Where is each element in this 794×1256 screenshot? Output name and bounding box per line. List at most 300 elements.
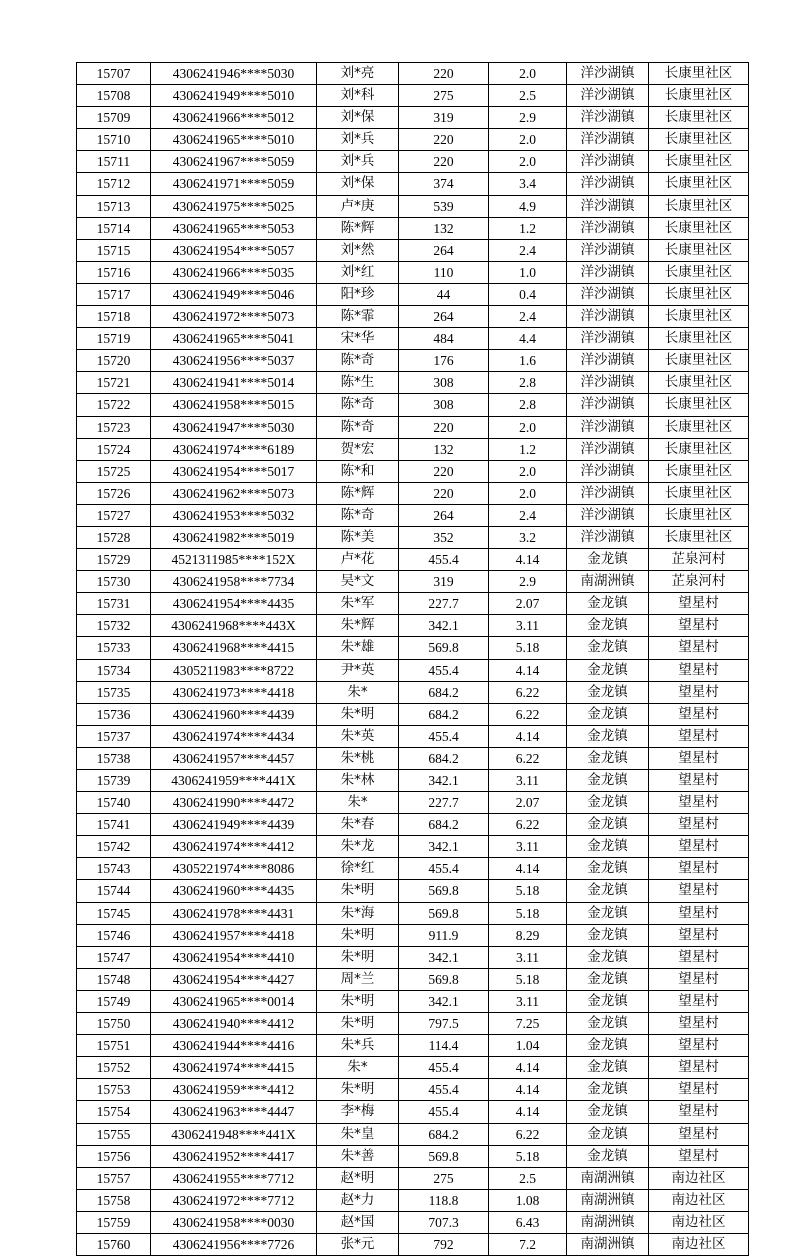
cell-village: 长康里社区 [649,394,749,416]
cell-rate: 7.25 [489,1013,567,1035]
cell-id: 4306241975****5025 [151,195,317,217]
cell-town: 洋沙湖镇 [567,350,649,372]
cell-seq: 15709 [77,107,151,129]
cell-rate: 4.14 [489,1101,567,1123]
cell-village: 望星村 [649,836,749,858]
cell-name: 阳*珍 [317,283,399,305]
table-row [77,394,749,416]
cell-id: 4305221974****8086 [151,858,317,880]
table-row [77,1013,749,1035]
cell-seq: 15711 [77,151,151,173]
cell-name: 卢*庚 [317,195,399,217]
cell-rate: 4.14 [489,725,567,747]
cell-town: 金龙镇 [567,549,649,571]
cell-rate: 0.4 [489,283,567,305]
cell-town: 金龙镇 [567,858,649,880]
cell-village: 长康里社区 [649,460,749,482]
cell-village: 望星村 [649,1013,749,1035]
cell-name: 朱*善 [317,1145,399,1167]
cell-id: 4306241954****4435 [151,593,317,615]
cell-rate: 2.8 [489,394,567,416]
table-row [77,814,749,836]
cell-rate: 6.43 [489,1211,567,1233]
cell-name: 朱*明 [317,1079,399,1101]
cell-id: 4306241967****5059 [151,151,317,173]
cell-village: 南边社区 [649,1189,749,1211]
cell-seq: 15750 [77,1013,151,1035]
cell-seq: 15722 [77,394,151,416]
cell-village: 南边社区 [649,1211,749,1233]
cell-village: 望星村 [649,659,749,681]
cell-id: 4306241954****4427 [151,968,317,990]
cell-name: 朱*明 [317,924,399,946]
table-row [77,129,749,151]
cell-town: 洋沙湖镇 [567,372,649,394]
cell-amount: 792 [399,1233,489,1255]
cell-town: 洋沙湖镇 [567,85,649,107]
cell-seq: 15744 [77,880,151,902]
cell-village: 长康里社区 [649,526,749,548]
table-row [77,1035,749,1057]
table-row [77,902,749,924]
cell-town: 金龙镇 [567,681,649,703]
cell-name: 陈*奇 [317,394,399,416]
cell-amount: 220 [399,129,489,151]
cell-amount: 455.4 [399,549,489,571]
cell-seq: 15721 [77,372,151,394]
cell-amount: 569.8 [399,1145,489,1167]
table-row [77,792,749,814]
cell-id: 4306241957****4457 [151,747,317,769]
table-row [77,239,749,261]
table-row [77,571,749,593]
cell-amount: 308 [399,394,489,416]
cell-town: 南湖洲镇 [567,1167,649,1189]
cell-town: 南湖洲镇 [567,1189,649,1211]
cell-name: 朱*龙 [317,836,399,858]
cell-seq: 15715 [77,239,151,261]
cell-id: 4306241956****5037 [151,350,317,372]
cell-village: 望星村 [649,924,749,946]
cell-seq: 15740 [77,792,151,814]
cell-seq: 15742 [77,836,151,858]
cell-village: 望星村 [649,968,749,990]
cell-amount: 455.4 [399,1079,489,1101]
table-row [77,990,749,1012]
cell-id: 4306241959****441X [151,770,317,792]
cell-seq: 15741 [77,814,151,836]
cell-name: 贺*宏 [317,438,399,460]
cell-seq: 15752 [77,1057,151,1079]
table-row [77,549,749,571]
cell-rate: 3.11 [489,836,567,858]
cell-name: 朱*辉 [317,615,399,637]
cell-town: 金龙镇 [567,703,649,725]
cell-name: 陈*霏 [317,306,399,328]
cell-amount: 569.8 [399,902,489,924]
cell-name: 张*元 [317,1233,399,1255]
cell-town: 金龙镇 [567,880,649,902]
cell-town: 金龙镇 [567,1101,649,1123]
table-row [77,63,749,85]
cell-village: 望星村 [649,725,749,747]
cell-rate: 6.22 [489,681,567,703]
cell-rate: 6.22 [489,703,567,725]
cell-village: 望星村 [649,681,749,703]
cell-name: 朱*林 [317,770,399,792]
cell-id: 4306241954****5057 [151,239,317,261]
cell-amount: 110 [399,261,489,283]
cell-town: 洋沙湖镇 [567,526,649,548]
table-row [77,946,749,968]
cell-amount: 342.1 [399,990,489,1012]
cell-village: 长康里社区 [649,416,749,438]
cell-village: 望星村 [649,858,749,880]
cell-seq: 15712 [77,173,151,195]
cell-rate: 2.5 [489,1167,567,1189]
cell-seq: 15728 [77,526,151,548]
cell-rate: 2.0 [489,63,567,85]
cell-name: 吴*文 [317,571,399,593]
cell-village: 长康里社区 [649,372,749,394]
table-row [77,504,749,526]
cell-amount: 220 [399,460,489,482]
cell-name: 朱*雄 [317,637,399,659]
cell-name: 朱* [317,1057,399,1079]
cell-town: 洋沙湖镇 [567,460,649,482]
cell-town: 金龙镇 [567,836,649,858]
cell-town: 金龙镇 [567,1123,649,1145]
cell-amount: 275 [399,85,489,107]
cell-village: 长康里社区 [649,438,749,460]
cell-seq: 15755 [77,1123,151,1145]
cell-name: 宋*华 [317,328,399,350]
cell-name: 刘*然 [317,239,399,261]
table-body [77,63,749,1256]
table-row [77,659,749,681]
cell-id: 4306241949****4439 [151,814,317,836]
cell-rate: 3.4 [489,173,567,195]
cell-town: 洋沙湖镇 [567,394,649,416]
cell-id: 4306241958****0030 [151,1211,317,1233]
cell-rate: 3.11 [489,990,567,1012]
cell-id: 4306241960****4435 [151,880,317,902]
cell-id: 4306241974****4412 [151,836,317,858]
table-row [77,261,749,283]
cell-seq: 15726 [77,482,151,504]
cell-amount: 227.7 [399,792,489,814]
cell-town: 洋沙湖镇 [567,173,649,195]
cell-seq: 15727 [77,504,151,526]
table-row [77,770,749,792]
cell-town: 金龙镇 [567,792,649,814]
cell-rate: 3.2 [489,526,567,548]
cell-town: 金龙镇 [567,946,649,968]
cell-rate: 4.14 [489,1057,567,1079]
cell-rate: 3.11 [489,615,567,637]
cell-name: 刘*兵 [317,129,399,151]
cell-amount: 684.2 [399,1123,489,1145]
cell-name: 卢*花 [317,549,399,571]
cell-amount: 264 [399,504,489,526]
cell-name: 陈*奇 [317,350,399,372]
cell-name: 朱* [317,792,399,814]
cell-id: 4306241947****5030 [151,416,317,438]
cell-town: 洋沙湖镇 [567,63,649,85]
cell-id: 4306241940****4412 [151,1013,317,1035]
cell-id: 4306241968****443X [151,615,317,637]
table-row [77,151,749,173]
cell-rate: 7.2 [489,1233,567,1255]
cell-id: 4306241956****7726 [151,1233,317,1255]
cell-seq: 15713 [77,195,151,217]
cell-rate: 1.2 [489,217,567,239]
table-row [77,615,749,637]
cell-amount: 684.2 [399,747,489,769]
table-row [77,703,749,725]
cell-seq: 15743 [77,858,151,880]
cell-seq: 15735 [77,681,151,703]
cell-village: 长康里社区 [649,85,749,107]
cell-seq: 15737 [77,725,151,747]
cell-name: 朱*皇 [317,1123,399,1145]
cell-id: 4306241974****4415 [151,1057,317,1079]
cell-amount: 342.1 [399,770,489,792]
cell-seq: 15718 [77,306,151,328]
cell-id: 4521311985****152X [151,549,317,571]
cell-name: 徐*红 [317,858,399,880]
cell-village: 长康里社区 [649,217,749,239]
cell-seq: 15716 [77,261,151,283]
cell-village: 南边社区 [649,1233,749,1255]
cell-id: 4306241965****5053 [151,217,317,239]
cell-name: 陈*奇 [317,504,399,526]
cell-seq: 15717 [77,283,151,305]
cell-id: 4306241971****5059 [151,173,317,195]
cell-village: 长康里社区 [649,482,749,504]
cell-village: 望星村 [649,1101,749,1123]
cell-name: 刘*兵 [317,151,399,173]
cell-town: 洋沙湖镇 [567,328,649,350]
cell-rate: 4.14 [489,858,567,880]
cell-id: 4306241966****5012 [151,107,317,129]
cell-seq: 15759 [77,1211,151,1233]
cell-amount: 569.8 [399,880,489,902]
cell-rate: 3.11 [489,770,567,792]
table-row [77,1123,749,1145]
cell-name: 刘*保 [317,173,399,195]
cell-town: 洋沙湖镇 [567,261,649,283]
cell-town: 洋沙湖镇 [567,504,649,526]
table-row [77,107,749,129]
cell-town: 金龙镇 [567,1079,649,1101]
cell-amount: 707.3 [399,1211,489,1233]
cell-town: 洋沙湖镇 [567,195,649,217]
cell-rate: 6.22 [489,747,567,769]
cell-amount: 308 [399,372,489,394]
cell-seq: 15720 [77,350,151,372]
cell-id: 4306241944****4416 [151,1035,317,1057]
cell-rate: 2.0 [489,151,567,173]
cell-id: 4306241972****7712 [151,1189,317,1211]
cell-town: 金龙镇 [567,637,649,659]
table-row [77,637,749,659]
table-row [77,681,749,703]
table-row [77,880,749,902]
table-row [77,482,749,504]
cell-amount: 227.7 [399,593,489,615]
cell-seq: 15757 [77,1167,151,1189]
cell-name: 陈*和 [317,460,399,482]
cell-amount: 684.2 [399,681,489,703]
cell-rate: 5.18 [489,637,567,659]
cell-rate: 2.8 [489,372,567,394]
cell-id: 4306241966****5035 [151,261,317,283]
cell-town: 洋沙湖镇 [567,129,649,151]
table-row [77,858,749,880]
cell-rate: 1.04 [489,1035,567,1057]
cell-seq: 15739 [77,770,151,792]
cell-id: 4306241953****5032 [151,504,317,526]
cell-name: 陈*奇 [317,416,399,438]
table-row [77,173,749,195]
cell-id: 4306241954****5017 [151,460,317,482]
cell-amount: 118.8 [399,1189,489,1211]
cell-amount: 455.4 [399,659,489,681]
cell-id: 4306241948****441X [151,1123,317,1145]
cell-amount: 319 [399,571,489,593]
cell-amount: 220 [399,416,489,438]
cell-town: 金龙镇 [567,1145,649,1167]
cell-town: 金龙镇 [567,1057,649,1079]
cell-rate: 2.0 [489,482,567,504]
cell-rate: 4.4 [489,328,567,350]
cell-id: 4306241973****4418 [151,681,317,703]
cell-village: 望星村 [649,902,749,924]
cell-name: 朱*桃 [317,747,399,769]
cell-village: 长康里社区 [649,283,749,305]
cell-town: 金龙镇 [567,770,649,792]
cell-seq: 15733 [77,637,151,659]
cell-village: 长康里社区 [649,63,749,85]
cell-rate: 2.4 [489,306,567,328]
table-row [77,1211,749,1233]
cell-village: 长康里社区 [649,504,749,526]
cell-id: 4306241963****4447 [151,1101,317,1123]
cell-rate: 1.0 [489,261,567,283]
cell-rate: 1.08 [489,1189,567,1211]
cell-name: 朱*海 [317,902,399,924]
cell-amount: 342.1 [399,836,489,858]
cell-seq: 15749 [77,990,151,1012]
cell-id: 4306241952****4417 [151,1145,317,1167]
cell-town: 洋沙湖镇 [567,217,649,239]
cell-seq: 15745 [77,902,151,924]
cell-id: 4306241974****6189 [151,438,317,460]
cell-amount: 569.8 [399,637,489,659]
table-row [77,1079,749,1101]
cell-name: 刘*保 [317,107,399,129]
cell-village: 望星村 [649,792,749,814]
cell-town: 洋沙湖镇 [567,306,649,328]
cell-village: 芷泉河村 [649,549,749,571]
cell-amount: 911.9 [399,924,489,946]
cell-rate: 2.0 [489,416,567,438]
table-row [77,526,749,548]
cell-amount: 44 [399,283,489,305]
cell-town: 洋沙湖镇 [567,107,649,129]
cell-amount: 455.4 [399,1057,489,1079]
cell-village: 望星村 [649,703,749,725]
table-row [77,725,749,747]
cell-village: 长康里社区 [649,350,749,372]
cell-seq: 15758 [77,1189,151,1211]
cell-rate: 2.9 [489,107,567,129]
cell-village: 长康里社区 [649,261,749,283]
cell-id: 4306241958****7734 [151,571,317,593]
table-row [77,968,749,990]
cell-town: 洋沙湖镇 [567,416,649,438]
cell-amount: 352 [399,526,489,548]
cell-amount: 132 [399,217,489,239]
cell-seq: 15756 [77,1145,151,1167]
table-row [77,306,749,328]
cell-seq: 15754 [77,1101,151,1123]
cell-town: 金龙镇 [567,1013,649,1035]
cell-amount: 132 [399,438,489,460]
cell-village: 望星村 [649,814,749,836]
cell-name: 李*梅 [317,1101,399,1123]
cell-amount: 264 [399,306,489,328]
cell-id: 4306241941****5014 [151,372,317,394]
table-row [77,1057,749,1079]
cell-name: 陈*辉 [317,217,399,239]
cell-town: 金龙镇 [567,968,649,990]
cell-rate: 6.22 [489,1123,567,1145]
cell-town: 金龙镇 [567,990,649,1012]
cell-rate: 2.0 [489,460,567,482]
table-row [77,217,749,239]
cell-rate: 2.9 [489,571,567,593]
table-row [77,924,749,946]
cell-rate: 5.18 [489,902,567,924]
cell-amount: 455.4 [399,1101,489,1123]
cell-id: 4306241965****0014 [151,990,317,1012]
cell-rate: 2.4 [489,239,567,261]
table-row [77,747,749,769]
cell-amount: 569.8 [399,968,489,990]
cell-town: 洋沙湖镇 [567,438,649,460]
cell-amount: 484 [399,328,489,350]
cell-amount: 455.4 [399,858,489,880]
cell-village: 长康里社区 [649,173,749,195]
cell-town: 金龙镇 [567,924,649,946]
cell-seq: 15719 [77,328,151,350]
table-row [77,328,749,350]
cell-amount: 342.1 [399,946,489,968]
cell-village: 望星村 [649,1145,749,1167]
cell-seq: 15738 [77,747,151,769]
cell-village: 望星村 [649,615,749,637]
cell-rate: 2.5 [489,85,567,107]
cell-town: 金龙镇 [567,1035,649,1057]
cell-rate: 6.22 [489,814,567,836]
cell-id: 4306241949****5046 [151,283,317,305]
cell-seq: 15714 [77,217,151,239]
cell-id: 4306241962****5073 [151,482,317,504]
cell-village: 长康里社区 [649,107,749,129]
cell-seq: 15747 [77,946,151,968]
